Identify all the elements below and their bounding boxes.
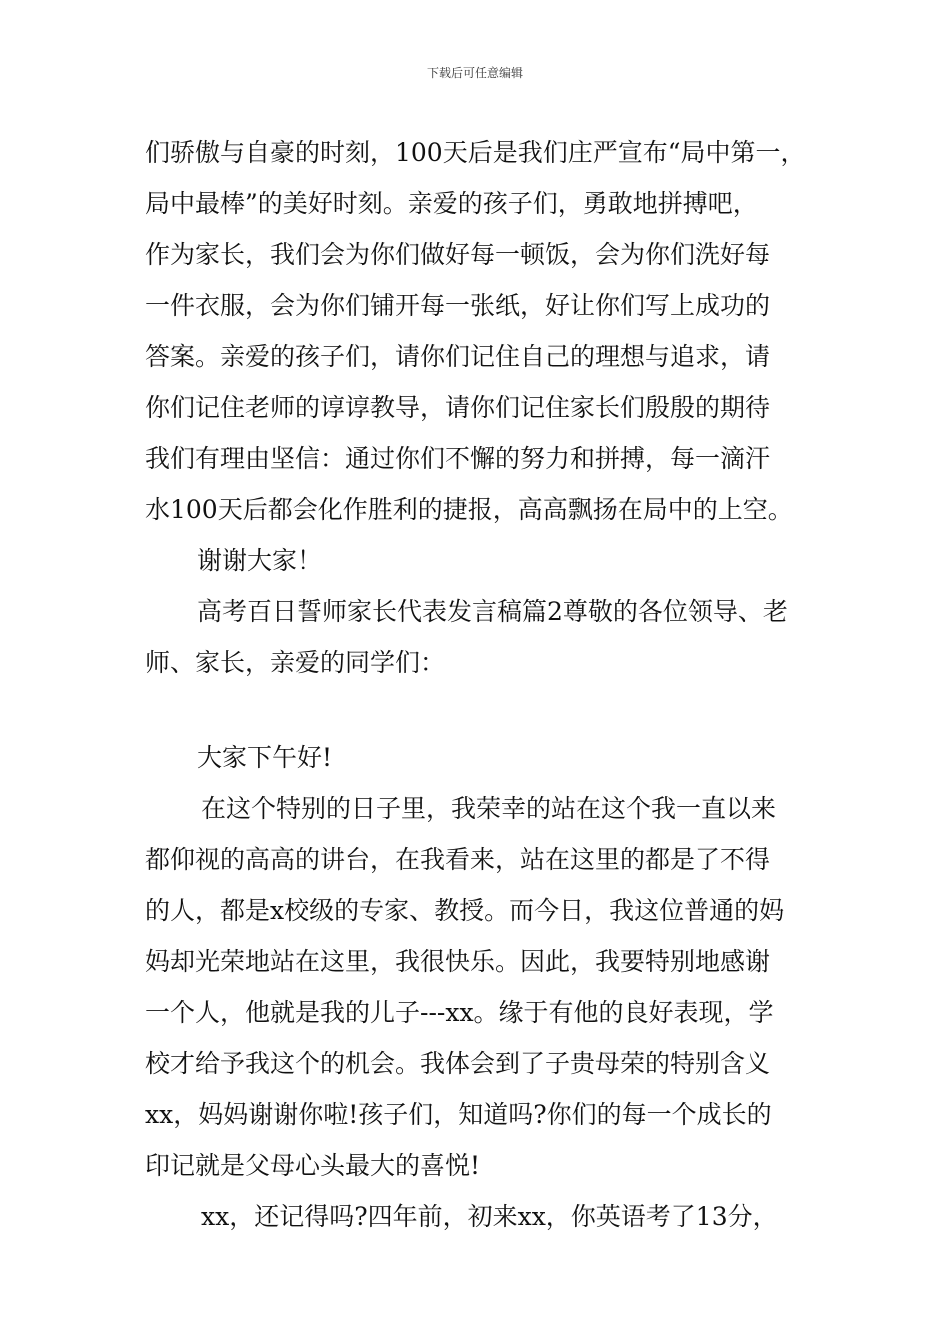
page-header: 下载后可任意编辑 [426,66,523,80]
thanks-line: 谢谢大家！ [197,546,323,575]
text-line: xx，还记得吗?四年前，初来xx，你英语考了13分， [201,1202,778,1231]
text-line: 我们有理由坚信：通过你们不懈的努力和拼搏，每一滴汗 [145,444,771,473]
text-line: 印记就是父母心头最大的喜悦! [145,1151,481,1180]
text-line: 都仰视的高高的讲台，在我看来，站在这里的都是了不得 [145,845,771,874]
document-body [145,127,815,1242]
text-line: 水100天后都会化作胜利的捷报，高高飘扬在局中的上空。 [145,495,793,524]
text-line: 一个人，他就是我的儿子---xx。缘于有他的良好表现，学 [145,998,774,1027]
text-line: 在这个特别的日子里，我荣幸的站在这个我一直以来 [201,794,777,823]
text-line: 师、家长，亲爱的同学们： [145,648,446,677]
speech-title-line: 高考百日誓师家长代表发言稿篇2尊敬的各位领导、老 [197,597,788,626]
text-line: 作为家长，我们会为你们做好每一顿饭，会为你们洗好每 [145,240,771,269]
text-line: xx，妈妈谢谢你啦!孩子们，知道吗?你们的每一个成长的 [145,1100,772,1129]
text-line: 妈却光荣地站在这里，我很快乐。因此，我要特别地感谢 [145,947,771,976]
text-line: 们骄傲与自豪的时刻，100天后是我们庄严宣布“局中第一， [145,138,806,167]
text-line: 答案。亲爱的孩子们，请你们记住自己的理想与追求，请 [145,342,771,371]
greeting-line: 大家下午好! [197,743,333,772]
text-line: 你们记住老师的谆谆教导，请你们记住家长们殷殷的期待 [145,393,771,422]
text-line: 局中最棒”的美好时刻。亲爱的孩子们，勇敢地拼搏吧， [145,189,758,218]
text-line: 校才给予我这个的机会。我体会到了子贵母荣的特别含义 [145,1049,771,1078]
paragraph-gap [145,688,815,732]
text-line: 一件衣服，会为你们铺开每一张纸，好让你们写上成功的 [145,291,771,320]
text-line: 的人，都是x校级的专家、教授。而今日，我这位普通的妈 [145,896,785,925]
